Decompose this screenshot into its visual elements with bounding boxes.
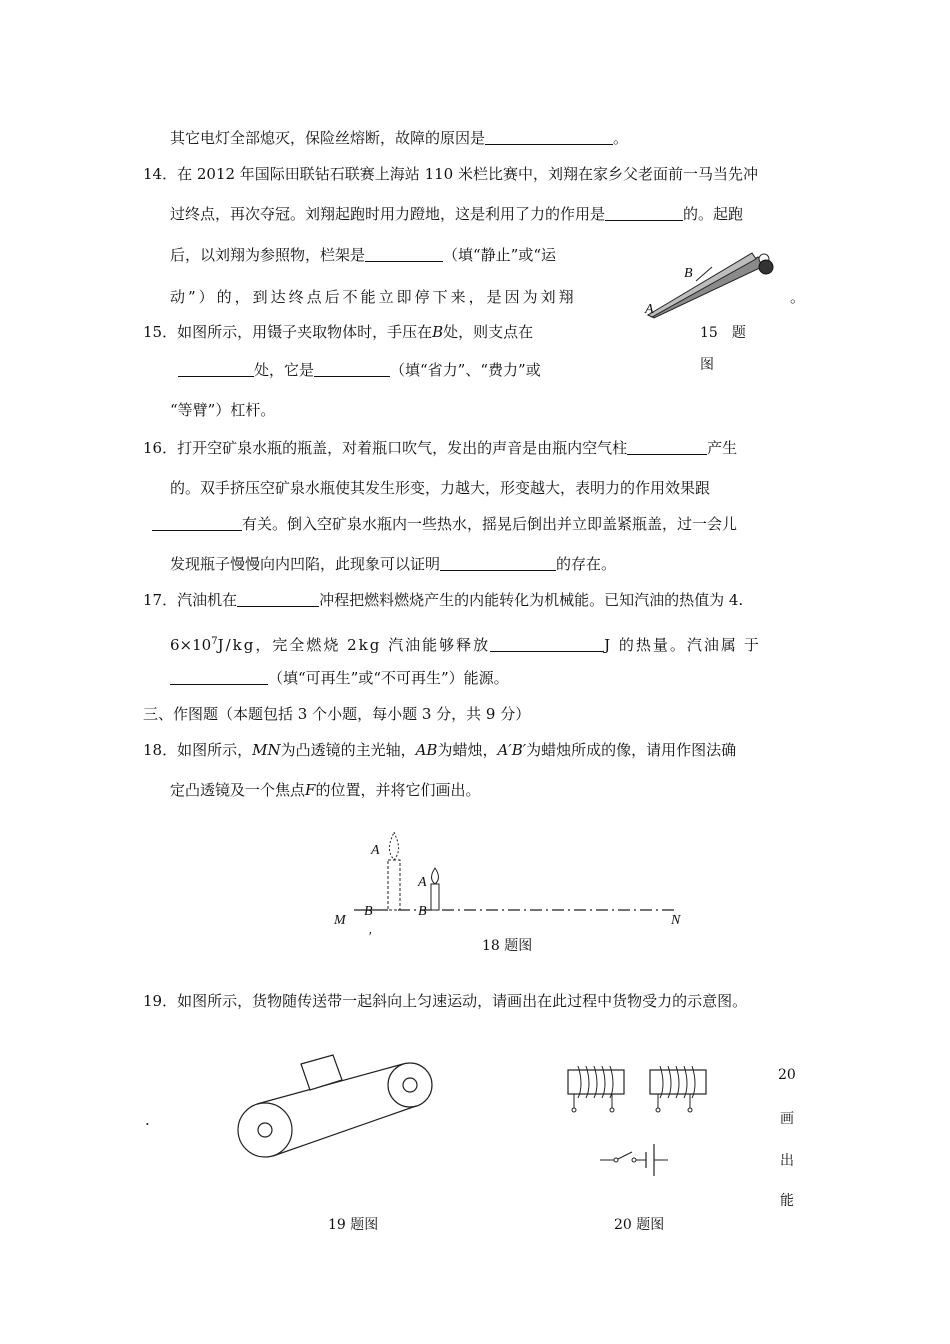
q15-line-2: 处，它是 （填“省力”、“费力”或 (178, 360, 541, 380)
q20-side-2: 画 (780, 1111, 794, 1127)
flame-image (389, 832, 398, 860)
q14-blank-1[interactable] (605, 204, 683, 221)
q16-line-3: 有关。倒入空矿泉水瓶内一些热水，摇晃后倒出并立即盖紧瓶盖，过一会儿 (152, 514, 737, 534)
q13-blank[interactable] (485, 128, 613, 145)
q16-line-1: 16．打开空矿泉水瓶的瓶盖，对着瓶口吹气，发出的声音是由瓶内空气柱 产生 (143, 439, 738, 457)
candle-flame (432, 868, 439, 884)
q20-side-4: 能 (780, 1193, 794, 1209)
q14-line-2: 过终点，再次夺冠。刘翔起跑时用力蹬地，这是利用了力的作用是 的。起跑 (170, 205, 744, 223)
label-n: N (671, 913, 681, 928)
q16-blank-1[interactable] (627, 438, 707, 455)
tweezers-label-b: B (684, 266, 693, 281)
q18-line-1: 18．如图所示，MN为凸透镜的主光轴，AB为蜡烛，A′B′为蜡烛所成的像，请用作图法确 (143, 741, 737, 759)
label-m: M (334, 913, 346, 928)
held-object (759, 260, 773, 274)
q16-blank-2[interactable] (152, 514, 242, 531)
upper-pulley (388, 1063, 432, 1107)
q15-blank-2[interactable] (314, 360, 390, 377)
q14-line-1: 14．在 2012 年国际田联钻石联赛上海站 110 米栏比赛中，刘翔在家乡父老面前一马当先冲 (143, 165, 758, 183)
q15-caption-1: 15 题 (700, 325, 746, 341)
lower-pulley-axle (258, 1123, 272, 1137)
q20-caption: 20 题图 (614, 1217, 665, 1233)
lower-pulley (238, 1103, 292, 1157)
q13-line: 其它电灯全部熄灭，保险丝熔断，故障的原因是 。 (170, 129, 629, 147)
q17-blank-1[interactable] (237, 590, 319, 607)
tweezers-figure (640, 245, 780, 325)
label-b: B (418, 904, 427, 919)
q17-line-1: 17．汽油机在 冲程把燃料燃烧产生的内能转化为机械能。已知汽油的热值为 4. (143, 591, 744, 609)
upper-pulley-axle (403, 1078, 417, 1092)
q14-end: 。 (790, 288, 806, 306)
label-prime: ′ (368, 930, 372, 945)
section-3-title: 三、作图题（本题包括 3 个小题，每小题 3 分，共 9 分） (143, 705, 531, 723)
candle-image (388, 860, 400, 910)
q19-caption: 19 题图 (328, 1217, 379, 1233)
q15-caption-2: 图 (700, 357, 714, 373)
q14-blank-2[interactable] (365, 245, 443, 262)
coil-right (650, 1066, 706, 1112)
q17-line-2: $6\times 10^7J/kg$，完全燃烧 2kg 汽油能够释放 J 的热量。汽油属 于 (170, 636, 759, 654)
q15-blank-1[interactable] (178, 360, 254, 377)
label-b-image: B (364, 904, 373, 919)
q18-caption: 18 题图 (482, 938, 533, 954)
q14-line-4: 动”）的，到达终点后不能立即停下来，是因为刘翔 (170, 288, 577, 306)
conveyor-figure (235, 1050, 445, 1160)
q15-line-3: “等臂”）杠杆。 (170, 401, 276, 419)
q15-line-1: 15．如图所示，用镊子夹取物体时，手压在B处，则支点在 (143, 323, 534, 341)
q17-blank-2[interactable] (490, 635, 604, 652)
q17-blank-3[interactable] (170, 668, 268, 685)
cargo-box (301, 1055, 342, 1090)
q20-side-1: 20 (778, 1067, 796, 1083)
q17-line-3: （填“可再生”或“不可再生”）能源。 (170, 668, 509, 688)
q14-line-3: 后，以刘翔为参照物，栏架是 （填“静止”或“运 (170, 246, 557, 264)
switch-and-battery (600, 1144, 668, 1176)
q16-blank-3[interactable] (440, 554, 556, 571)
stray-dot: . (145, 1111, 150, 1129)
tweezers-shape (648, 253, 773, 318)
q20-side-3: 出 (780, 1153, 794, 1169)
tweezers-label-a: A (645, 302, 654, 317)
label-a-image: A (371, 843, 380, 858)
q16-line-4: 发现瓶子慢慢向内凹陷，此现象可以证明 的存在。 (170, 555, 617, 573)
candle (431, 884, 439, 910)
q16-line-2: 的。双手挤压空矿泉水瓶使其发生形变，力越大，形变越大，表明力的作用效果跟 (170, 479, 711, 497)
coil-left (568, 1066, 624, 1112)
lens-figure (340, 828, 690, 928)
label-a: A (418, 875, 427, 890)
q18-line-2: 定凸透镜及一个焦点F的位置，并将它们画出。 (170, 781, 481, 799)
q19-line-1: 19．如图所示，货物随传送带一起斜向上匀速运动，请画出在此过程中货物受力的示意图。 (143, 992, 748, 1010)
electromagnet-figure (560, 1060, 720, 1180)
